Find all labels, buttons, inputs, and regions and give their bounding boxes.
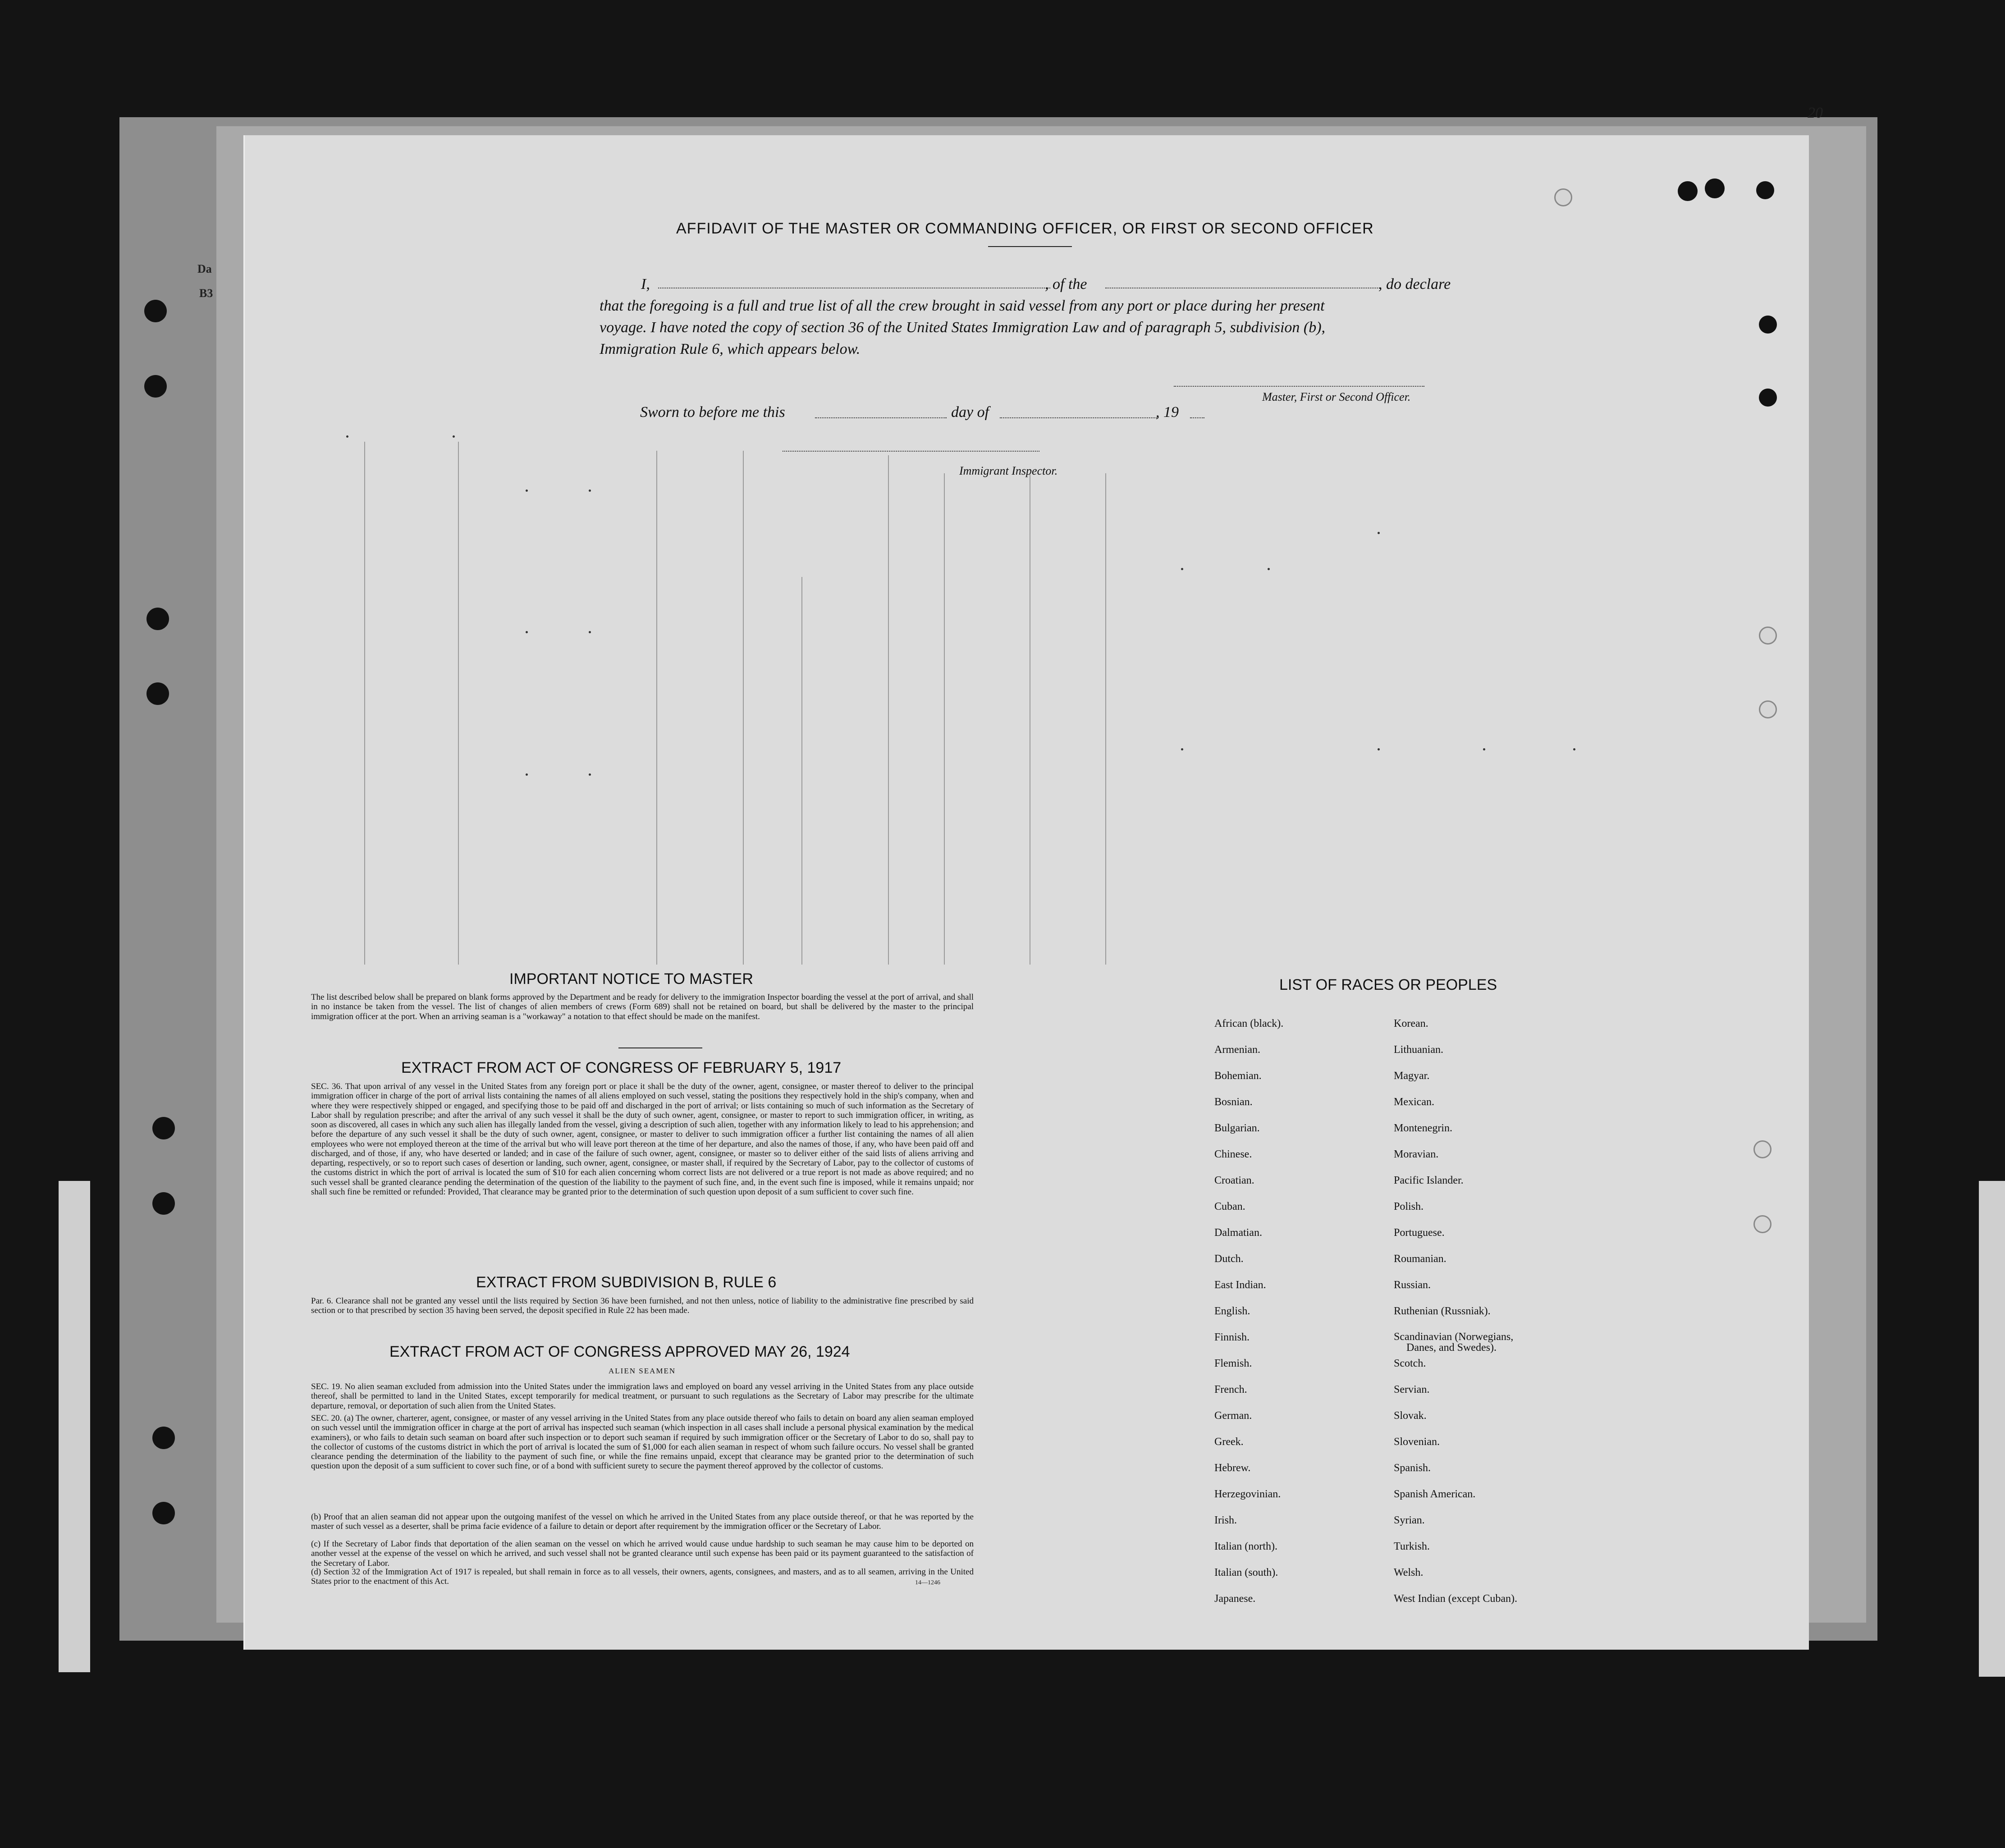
extract-1917-body: SEC. 36. That upon arrival of any vessel in the United States from any foreign port or place it shall be the duty of the owner, agent, consignee, or master thereof to deliver to the principal immigration officer in charge of the port of arrival lists containing the names of all aliens employed on such vessel, stating the positions they respectively hold in the ship's company, when and where they were respectively shipped or engaged, and specifying those to be paid off and discharged in the port of arrival; or lists containing so much of such information as the Secretary of Labor shall by regulation prescribe; and after the arrival of any such vessel it shall be the duty of such owner, agent, consignee, or master to report to such immigration officer, in writing, as soon as discovered, all cases in which any such alien has illegally landed from the vessel, giving a description of such alien, together with any information likely to lead to his apprehension; and before the departure of any such vessel it shall be the duty of such owner, agent, consignee, or master to deliver to such immigration officer a further list containing the names of all alien employees who were not employed thereon at the time of the arrival but who will leave port thereon at the time of her departure, and also the names of those, if any, who have been paid off and discharged, and of those, if any, who have deserted or landed; and in case of the failure of such owner, agent, consignee, or master so to deliver either of the said lists of aliens arriving and departing, respectively, or so to report such cases of desertion or landing, such owner, agent, consignee, or master shall, if required by the Secretary of Labor, pay to the collector of customs of the customs district in which the port of arrival is located the sum of $10 for each alien concerning whom correct lists are not delivered or a true report is not made as above required; and no such vessel shall be granted clearance pending the determination of the question of the liability to the payment of such fine, and, in the event such fine is imposed, while it remains unpaid; nor shall such fine be remitted or refunded: Provided, That clearance may be granted prior to the determination of such question upon deposit of a sum sufficient to cover such fine.	[311, 1082, 974, 1197]
race-item-continuation: Danes, and Swedes).	[1406, 1342, 1497, 1354]
rule6-title: EXTRACT FROM SUBDIVISION B, RULE 6	[476, 1274, 777, 1291]
column-rule	[1105, 473, 1106, 965]
race-item: Italian (north).	[1214, 1541, 1277, 1552]
affidavit-title: AFFIDAVIT OF THE MASTER OR COMMANDING OFFICER, OR FIRST OR SECOND OFFICER	[676, 220, 1374, 237]
race-item: Korean.	[1394, 1018, 1428, 1029]
race-item: Mexican.	[1394, 1096, 1434, 1108]
affidavit-line-2: that the foregoing is a full and true list of all the crew brought in said vessel from any port or place during her present	[600, 297, 1325, 314]
notice-body: The list described below shall be prepared on blank forms approved by the Department and be ready for delivery to the immigration Inspector boarding the vessel at the port of arrival, and shall in no instance be taken from the vessel. The list of changes of alien members of crews (Form 689) shall not be retained on board, but shall be delivered by the master to the principal immigration officer at the port. When an arriving seaman is a "workaway" a notation to that effect should be made on the manifest.	[311, 993, 974, 1021]
right-edge-strip	[1979, 1181, 2005, 1677]
race-item: Roumanian.	[1394, 1253, 1447, 1265]
faint-dot	[1181, 748, 1183, 750]
column-rule	[656, 451, 657, 965]
race-item: Italian (south).	[1214, 1567, 1278, 1578]
affidavit-of-the: , of the	[1045, 276, 1087, 293]
race-item: Polish.	[1394, 1201, 1424, 1212]
sec19-text: SEC. 19. No alien seaman excluded from admission into the United States under the immigration laws and employed on board any vessel arriving in the United States from any place outside thereof, shall be permitted to land in the United States, except temporarily for medical treatment, or pursuant to such regulations as the Secretary of Labor may prescribe for the ultimate departure, removal, or deportation of such alien from the United States.	[311, 1382, 974, 1411]
race-item: Dutch.	[1214, 1253, 1244, 1265]
reinforcement-ring	[1759, 700, 1777, 718]
faint-dot	[526, 489, 528, 492]
inspector-label: Immigrant Inspector.	[959, 464, 1058, 477]
sworn-day-line[interactable]	[815, 417, 947, 418]
races-right-column	[1394, 1018, 1517, 1619]
race-item: Bosnian.	[1214, 1096, 1253, 1108]
race-item: Flemish.	[1214, 1358, 1252, 1369]
race-item: Scandinavian (Norwegians,	[1394, 1331, 1514, 1343]
sworn-year: , 19	[1156, 404, 1179, 421]
column-rule	[944, 473, 945, 965]
race-item: Magyar.	[1394, 1070, 1430, 1082]
race-item: Turkish.	[1394, 1541, 1430, 1552]
race-item: Bulgarian.	[1214, 1122, 1260, 1134]
punch-hole	[1759, 389, 1777, 407]
races-left-column	[1214, 1018, 1283, 1619]
reinforcement-ring	[1753, 1215, 1772, 1233]
sec20c-text: (c) If the Secretary of Labor finds that deportation of the alien seaman on the vessel on which he arrived would cause undue hardship to such seaman he may cause him to be deported on another vessel at the expense of the vessel on which he arrived, and such vessel shall not be granted clearance until such expense has been paid or its payment guaranteed to the satisfaction of the Secretary of Labor.	[311, 1539, 974, 1568]
race-item: Spanish.	[1394, 1462, 1431, 1474]
race-item: Servian.	[1394, 1384, 1430, 1395]
punch-hole	[146, 682, 169, 705]
punch-hole	[152, 1117, 175, 1139]
faint-dot	[1181, 568, 1183, 570]
affidavit-declare: , do declare	[1378, 276, 1451, 293]
faint-dot	[1378, 748, 1380, 750]
races-title: LIST OF RACES OR PEOPLES	[1279, 976, 1497, 993]
race-item: Lithuanian.	[1394, 1044, 1443, 1056]
sec20a-text: SEC. 20. (a) The owner, charterer, agent, consignee, or master of any vessel arriving in the United States from any place outside thereof who fails to detain on board any alien seaman employed on such vessel until the immigration officer in charge at the port of arrival has inspected such seaman (which inspection in all cases shall include a personal physical examination by the medical examiners), or who fails to detain such seaman on board after such inspection or to deport such seaman if required by such immigration officer or the Secretary of Labor to do so, shall pay to the collector of customs of the customs district in which the port of arrival is located the sum of $1,000 for each alien seaman in respect of whom such failure occurs. No vessel shall be granted clearance pending the determination of the liability to the payment of such fine, or while the fine remains unpaid, except that clearance may be granted prior to the determination of such question upon the deposit of a sum sufficient to cover such fine, or of a bond with sufficient surety to secure the payment thereof approved by the collector of customs.	[311, 1413, 974, 1471]
race-item: Moravian.	[1394, 1148, 1439, 1160]
column-rule	[743, 451, 744, 965]
sworn-month-line[interactable]	[1000, 417, 1158, 418]
race-item: Finnish.	[1214, 1331, 1250, 1343]
race-item: Slovak.	[1394, 1410, 1427, 1422]
inspector-signature-line[interactable]	[783, 451, 1039, 452]
punch-hole	[144, 300, 167, 322]
sworn-day-of: day of	[951, 404, 989, 421]
race-item: Japanese.	[1214, 1593, 1256, 1605]
race-item: Cuban.	[1214, 1201, 1245, 1212]
race-item: Greek.	[1214, 1436, 1244, 1448]
punch-hole	[146, 608, 169, 630]
sworn-year-line[interactable]	[1190, 417, 1204, 418]
race-item: English.	[1214, 1305, 1250, 1317]
reinforcement-ring	[1554, 188, 1572, 206]
faint-dot	[1378, 532, 1380, 534]
race-item-scandinavian	[1394, 1331, 1517, 1358]
extract-1917-title: EXTRACT FROM ACT OF CONGRESS OF FEBRUARY 5, 1917	[401, 1059, 842, 1076]
punch-hole	[152, 1427, 175, 1449]
faint-dot	[589, 489, 591, 492]
faint-dot	[453, 435, 455, 438]
rule6-body: Par. 6. Clearance shall not be granted any vessel until the lists required by Section 36 have been furnished, and not then unless, notice of liability to the administrative fine prescribed by said section or to that prescribed by section 35 having been served, the deposit specified in Rule 22 has been made.	[311, 1296, 974, 1316]
margin-mark-number: 20	[1808, 105, 1823, 121]
punch-hole	[152, 1192, 175, 1215]
race-item: Hebrew.	[1214, 1462, 1251, 1474]
reinforcement-ring	[1753, 1140, 1772, 1158]
faint-dot	[1268, 568, 1270, 570]
punch-hole	[144, 375, 167, 398]
affidavit-i: I,	[641, 276, 650, 293]
punch-hole	[1705, 178, 1725, 198]
race-item: Dalmatian.	[1214, 1227, 1262, 1239]
race-item: African (black).	[1214, 1018, 1284, 1029]
title-rule	[988, 246, 1072, 247]
punch-hole	[1756, 181, 1774, 199]
form-number: 14—1246	[915, 1579, 940, 1586]
punch-hole	[1759, 316, 1777, 334]
faint-dot	[526, 631, 528, 633]
signature-label: Master, First or Second Officer.	[1262, 390, 1411, 403]
affidavit-line-3: voyage. I have noted the copy of section 36 of the United States Immigration Law and of paragraph 5, subdivision (b),	[600, 319, 1326, 336]
race-item: Scotch.	[1394, 1358, 1426, 1369]
sec20d-text: (d) Section 32 of the Immigration Act of 1917 is repealed, but shall remain in force as to all vessels, their owners, agents, consignees, and masters, and as to all seamen, arriving in the United States prior to the enactment of this Act.	[311, 1567, 974, 1587]
faint-dot	[1573, 748, 1575, 750]
race-item: Armenian.	[1214, 1044, 1260, 1056]
extract-1924-title: EXTRACT FROM ACT OF CONGRESS APPROVED MAY 26, 1924	[389, 1343, 850, 1360]
reinforcement-ring	[1759, 627, 1777, 645]
sworn-text: Sworn to before me this	[640, 404, 785, 421]
race-item: West Indian (except Cuban).	[1394, 1593, 1517, 1605]
faint-dot	[346, 435, 348, 438]
race-item: Slovenian.	[1394, 1436, 1440, 1448]
race-item: East Indian.	[1214, 1279, 1266, 1291]
alien-seamen-subtitle: ALIEN SEAMEN	[609, 1367, 676, 1375]
punch-hole	[152, 1502, 175, 1524]
margin-mark-b3: B3	[199, 287, 213, 300]
race-item: Montenegrin.	[1394, 1122, 1452, 1134]
race-item: Pacific Islander.	[1394, 1175, 1464, 1186]
race-item: Herzegovinian.	[1214, 1488, 1281, 1500]
left-edge-strip	[59, 1181, 90, 1672]
race-item: Portuguese.	[1394, 1227, 1445, 1239]
faint-dot	[1483, 748, 1485, 750]
faint-dot	[589, 773, 591, 776]
race-item: French.	[1214, 1384, 1247, 1395]
race-item: Croatian.	[1214, 1175, 1254, 1186]
faint-dot	[589, 631, 591, 633]
race-item: Ruthenian (Russniak).	[1394, 1305, 1491, 1317]
race-item: Syrian.	[1394, 1514, 1425, 1526]
sec20b-text: (b) Proof that an alien seaman did not appear upon the outgoing manifest of the vessel on which he arrived in the United States from any place outside thereof, or that he was reported by the master of such vessel as a deserter, shall be prima facie evidence of a failure to detain or deport after requirement by the immigration officer or the Secretary of Labor.	[311, 1512, 974, 1532]
column-rule	[364, 442, 365, 965]
race-item: Spanish American.	[1394, 1488, 1476, 1500]
column-rule	[801, 577, 802, 965]
margin-mark-da: Da	[197, 262, 212, 275]
signature-line[interactable]	[1174, 386, 1424, 387]
column-rule	[888, 455, 889, 965]
race-item: Bohemian.	[1214, 1070, 1262, 1082]
affidavit-line-4: Immigration Rule 6, which appears below.	[600, 341, 861, 357]
race-item: Russian.	[1394, 1279, 1431, 1291]
notice-title: IMPORTANT NOTICE TO MASTER	[509, 970, 753, 988]
column-rule	[458, 442, 459, 965]
race-item: German.	[1214, 1410, 1252, 1422]
race-item: Chinese.	[1214, 1148, 1252, 1160]
punch-hole	[1678, 181, 1698, 201]
faint-dot	[526, 773, 528, 776]
race-item: Irish.	[1214, 1514, 1237, 1526]
race-item: Welsh.	[1394, 1567, 1424, 1578]
